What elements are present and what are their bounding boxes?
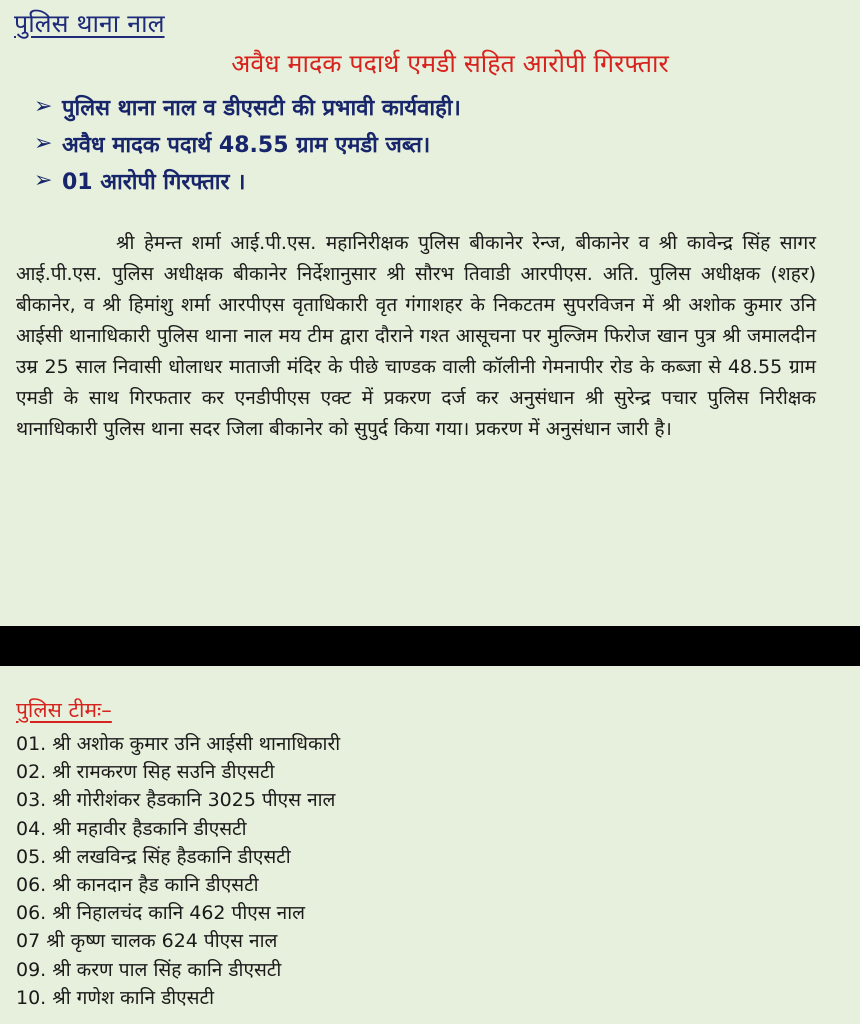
arrow-bullet-icon: ➢ xyxy=(34,131,53,156)
team-member: 04. श्री महावीर हैडकानि डीएसटी xyxy=(16,817,247,840)
highlight-text: 01 आरोपी गिरफ्तार । xyxy=(62,169,246,195)
highlight-item xyxy=(34,162,461,199)
arrow-bullet-icon: ➢ xyxy=(34,94,53,119)
highlight-item xyxy=(34,88,461,125)
team-member: 09. श्री करण पाल सिंह कानि डीएसटी xyxy=(16,958,282,981)
arrow-bullet-icon: ➢ xyxy=(34,168,53,193)
team-member: 06. श्री कानदान हैड कानि डीएसटी xyxy=(16,873,259,896)
headline: अवैध मादक पदार्थ एमडी सहित आरोपी गिरफ्तार xyxy=(231,49,669,78)
highlight-text: पुलिस थाना नाल व डीएसटी की प्रभावी कार्यवाही। xyxy=(62,95,461,121)
team-member: 05. श्री लखविन्द्र सिंह हैडकानि डीएसटी xyxy=(16,845,291,868)
black-divider-band xyxy=(0,626,860,666)
team-member: 02. श्री रामकरण सिह सउनि डीएसटी xyxy=(16,761,275,784)
highlight-text: अवैध मादक पदार्थ 48.55 ग्राम एमडी जब्त। xyxy=(62,132,431,158)
highlights-list xyxy=(34,88,461,199)
team-member: 10. श्री गणेश कानि डीएसटी xyxy=(16,986,215,1009)
highlight-item xyxy=(34,125,461,162)
team-member: 06. श्री निहालचंद कानि 462 पीएस नाल xyxy=(16,902,305,925)
body-paragraph: श्री हेमन्त शर्मा आई.पी.एस. महानिरीक्षक पुलिस बीकानेर रेन्ज, बीकानेर व श्री कावेन्द्र सिंह सागर आई.पी.एस. पुलिस अधीक्षक बीकानेर निर्देशानुसार श्री सौरभ तिवाडी आरपीएस. अति. पुलिस अधीक्षक (शहर) बीकानेर, व श्री हिमांशु शर्मा आरपीएस वृताधिकारी वृत गंगाशहर के निकटतम सुपरविजन में श्री अशोक कुमार उनि आईसी थानाधिकारी पुलिस थाना नाल मय टीम द्वारा दौराने गश्त आसूचना पर मुल्जिम फिरोज खान पुत्र श्री जमालदीन उम्र 25 साल निवासी धोलाधर माताजी मंदिर के पीछे चाण्डक वाली कॉलीनी गेमनापीर रोड के कब्जा से 48.55 ग्राम एमडी के साथ गिरफतार कर एनडीपीएस एक्ट में प्रकरण दर्ज कर अनुसंधान श्री सुरेन्द्र पचार पुलिस निरीक्षक थानाधिकारी पुलिस थाना सदर जिला बीकानेर को सुपुर्द किया गया। प्रकरण में अनुसंधान जारी है। xyxy=(16,232,816,440)
team-list xyxy=(16,730,340,1012)
team-member: 03. श्री गोरीशंकर हैडकानि 3025 पीएस नाल xyxy=(16,789,336,812)
team-heading: पुलिस टीमः– xyxy=(16,698,112,722)
team-member: 01. श्री अशोक कुमार उनि आईसी थानाधिकारी xyxy=(16,733,341,755)
station-title: पुलिस थाना नाल xyxy=(14,9,165,38)
team-member: 07 श्री कृष्ण चालक 624 पीएस नाल xyxy=(16,930,278,953)
